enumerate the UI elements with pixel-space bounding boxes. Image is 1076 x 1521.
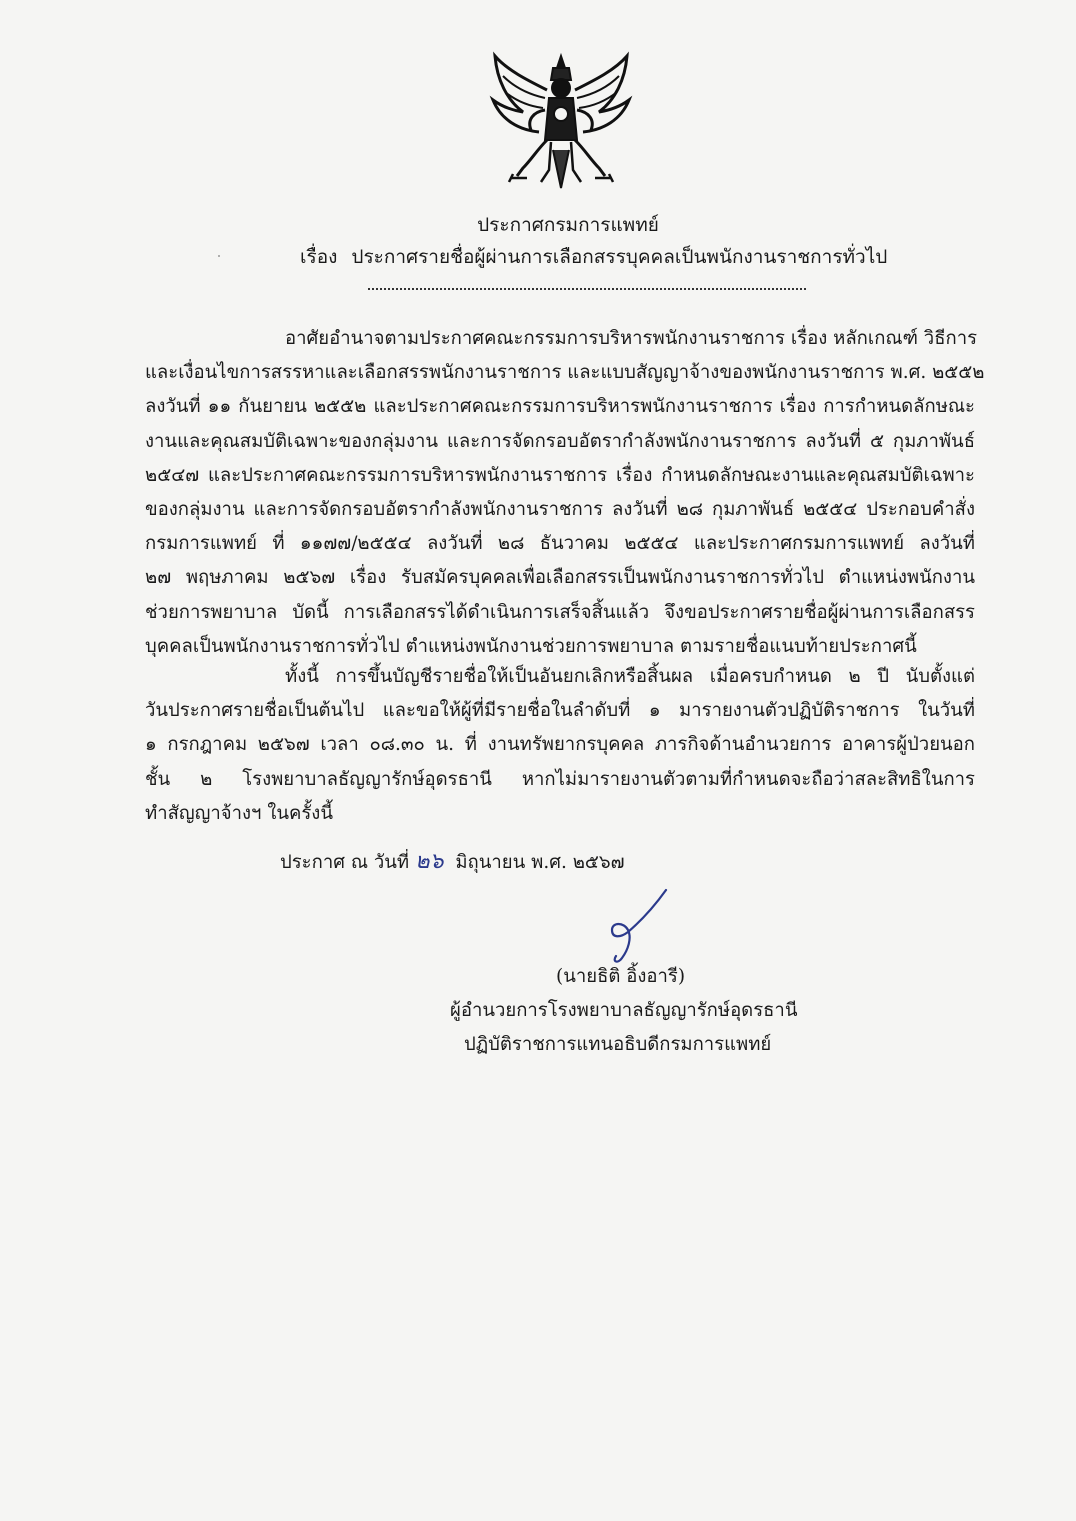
signatory-position-1: ผู้อำนวยการโรงพยาบาลธัญญารักษ์อุดรธานี bbox=[450, 1000, 798, 1021]
paragraph-line: ของกลุ่มงาน และการจัดกรอบอัตรากำลังพนักงานราชการ ลงวันที่ ๒๘ กุมภาพันธ์ ๒๕๕๔ ประกอบคำสั่ง bbox=[145, 498, 975, 520]
paragraph-line: ชั้น ๒ โรงพยาบาลธัญญารักษ์อุดรธานี หากไม่มารายงานตัวตามที่กำหนดจะถือว่าสละสิทธิในการ bbox=[145, 768, 975, 790]
paragraph-1 bbox=[145, 322, 985, 664]
paragraph-line: งานและคุณสมบัติเฉพาะของกลุ่มงาน และการจัดกรอบอัตรากำลังพนักงานราชการ ลงวันที่ ๕ กุมภาพันธ์ bbox=[145, 430, 975, 452]
announce-prefix: ประกาศ ณ วันที่ bbox=[280, 852, 410, 873]
document-subject bbox=[300, 242, 887, 272]
subject-text: ประกาศรายชื่อผู้ผ่านการเลือกสรรบุคคลเป็นพนักงานราชการทั่วไป bbox=[351, 246, 888, 268]
paragraph-line: ๒๗ พฤษภาคม ๒๕๖๗ เรื่อง รับสมัครบุคคลเพื่อเลือกสรรเป็นพนักงานราชการทั่วไป ตำแหน่งพนักงาน bbox=[145, 567, 975, 589]
document-title: ประกาศกรมการแพทย์ bbox=[477, 214, 659, 236]
paragraph-line: อาศัยอำนาจตามประกาศคณะกรรมการบริหารพนักงานราชการ เรื่อง หลักเกณฑ์ วิธีการ bbox=[285, 328, 978, 349]
signature-block bbox=[380, 960, 860, 1062]
paragraph-line: ช่วยการพยาบาล บัดนี้ การเลือกสรรได้ดำเนินการเสร็จสิ้นแล้ว จึงขอประกาศรายชื่อผู้ผ่านการเลือกสรร bbox=[145, 601, 975, 623]
paragraph-line: ๒๕๔๗ และประกาศคณะกรรมการบริหารพนักงานราชการ เรื่อง กำหนดลักษณะงานและคุณสมบัติเฉพาะ bbox=[145, 464, 975, 486]
speck-mark bbox=[218, 255, 220, 257]
paragraph-line: บุคคลเป็นพนักงานราชการทั่วไป ตำแหน่งพนักงานช่วยการพยาบาล ตามรายชื่อแนบท้ายประกาศนี้ bbox=[145, 635, 917, 657]
paragraph-line: ลงวันที่ ๑๑ กันยายน ๒๕๕๒ และประกาศคณะกรรมการบริหารพนักงานราชการ เรื่อง การกำหนดลักษณะ bbox=[145, 396, 975, 418]
signatory-position-2: ปฏิบัติราชการแทนอธิบดีกรมการแพทย์ bbox=[464, 1034, 772, 1055]
signatory-name: (นายธิติ อิ้งอารี) bbox=[556, 966, 686, 987]
handwritten-day: ๒๖ bbox=[415, 849, 444, 874]
paragraph-line: วันประกาศรายชื่อเป็นต้นไป และขอให้ผู้ที่มีรายชื่อในลำดับที่ ๑ มารายงานตัวปฏิบัติราชการ ในวันที่ bbox=[145, 700, 975, 722]
paragraph-2 bbox=[145, 660, 975, 831]
signature-mark bbox=[598, 886, 678, 966]
dotted-separator bbox=[368, 280, 806, 290]
announcement-date bbox=[280, 843, 625, 878]
paragraph-line: ๑ กรกฎาคม ๒๕๖๗ เวลา ๐๘.๓๐ น. ที่ งานทรัพยากรบุคคล ภารกิจด้านอำนวยการ อาคารผู้ป่วยนอก bbox=[145, 734, 975, 756]
announce-suffix: มิถุนายน พ.ศ. ๒๕๖๗ bbox=[455, 852, 625, 873]
subject-label: เรื่อง bbox=[300, 246, 338, 268]
garuda-emblem-icon bbox=[487, 50, 635, 190]
paragraph-line: และเงื่อนไขการสรรหาและเลือกสรรพนักงานราชการ และแบบสัญญาจ้างของพนักงานราชการ พ.ศ. ๒๕๕๒ bbox=[145, 362, 985, 384]
paragraph-line: ทำสัญญาจ้างฯ ในครั้งนี้ bbox=[145, 802, 333, 824]
paragraph-line: กรมการแพทย์ ที่ ๑๑๗๗/๒๕๕๔ ลงวันที่ ๒๘ ธันวาคม ๒๕๕๔ และประกาศกรมการแพทย์ ลงวันที่ bbox=[145, 533, 975, 555]
paragraph-line: ทั้งนี้ การขึ้นบัญชีรายชื่อให้เป็นอันยกเลิกหรือสิ้นผล เมื่อครบกำหนด ๒ ปี นับตั้งแต่ bbox=[285, 666, 975, 687]
